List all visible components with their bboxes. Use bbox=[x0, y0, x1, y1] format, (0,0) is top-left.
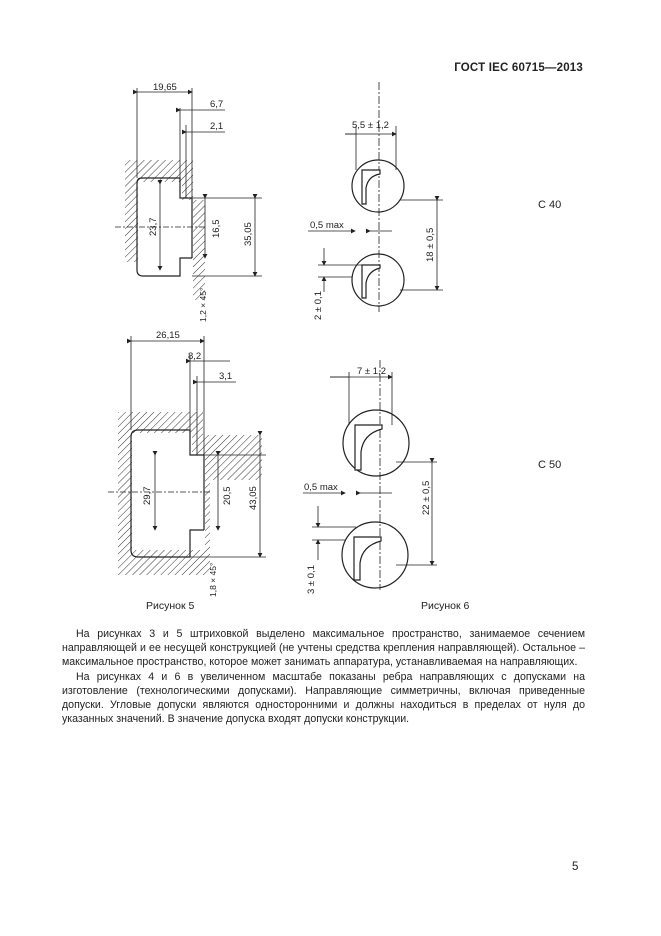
paragraph-2: На рисунках 4 и 6 в увеличенном масштабе показаны ребра направляющих с допусками на изготовление (технологическими допусками). Направляющие симметричны, включая приведенные допуски. Угловые допуски являются односторонними и должны находиться в пределах от нуля до указанных значений. В значение допуска входят допуски конструкции. bbox=[62, 670, 585, 726]
f6t-label: C 40 bbox=[538, 199, 562, 211]
f5b-dim-mid: 8,2 bbox=[188, 351, 202, 362]
f5t-dim-total: 19,65 bbox=[153, 82, 177, 93]
f6b-dim-width: 7 ± 1,2 bbox=[357, 366, 386, 377]
paragraph-1: На рисунках 3 и 5 штриховкой выделено максимальное пространство, занимаемое сечением направляющей и ее несущей конструкцией (не учтены средства крепления направляющей). Остальное – максимальное пространство, которое может занимать аппаратура, устанавливаемая на направляющих. bbox=[62, 628, 585, 669]
f5t-dim-small: 2,1 bbox=[210, 121, 224, 132]
f5t-dim-gap: 16,5 bbox=[211, 219, 222, 238]
f5t-dim-mid: 6,7 bbox=[210, 99, 224, 110]
figure5-caption: Рисунок 5 bbox=[146, 600, 195, 612]
f5b-dim-small: 3,1 bbox=[219, 371, 233, 382]
f5t-chamfer: 1,2 × 45° bbox=[198, 287, 208, 322]
document-header: ГОСТ IEC 60715—2013 bbox=[454, 62, 583, 74]
body-text bbox=[62, 627, 585, 726]
f5t-dim-inner: 23,7 bbox=[148, 217, 159, 236]
f5b-dim-gap: 20,5 bbox=[222, 486, 233, 505]
f6b-dim-pitch: 22 ± 0,5 bbox=[421, 480, 432, 515]
figure6-caption: Рисунок 6 bbox=[421, 600, 470, 612]
figure6-bottom-circles bbox=[342, 360, 409, 590]
f6t-dim-max: 0,5 max bbox=[310, 220, 344, 231]
f5b-dim-height: 43,05 bbox=[248, 486, 259, 510]
f5b-dim-total: 26,15 bbox=[156, 330, 180, 341]
f6b-label: C 50 bbox=[538, 459, 562, 471]
f6t-dim-radius: 2 ± 0,1 bbox=[313, 291, 324, 320]
page-number: 5 bbox=[572, 861, 579, 873]
f6b-dim-radius: 3 ± 0,1 bbox=[306, 565, 317, 594]
f5b-chamfer: 1,8 × 45° bbox=[208, 562, 218, 597]
f6b-dim-max: 0,5 max bbox=[304, 482, 338, 493]
figure6-bottom-dimensions bbox=[303, 372, 437, 565]
f5t-dim-height: 35,05 bbox=[243, 222, 254, 246]
f5b-dim-inner: 29,7 bbox=[142, 486, 153, 505]
figure6-top-circles bbox=[352, 82, 404, 312]
f6t-dim-width: 5,5 ± 1,2 bbox=[352, 120, 389, 131]
f6t-dim-pitch: 18 ± 0,5 bbox=[425, 227, 436, 262]
figure5-bottom-profile bbox=[108, 412, 262, 575]
